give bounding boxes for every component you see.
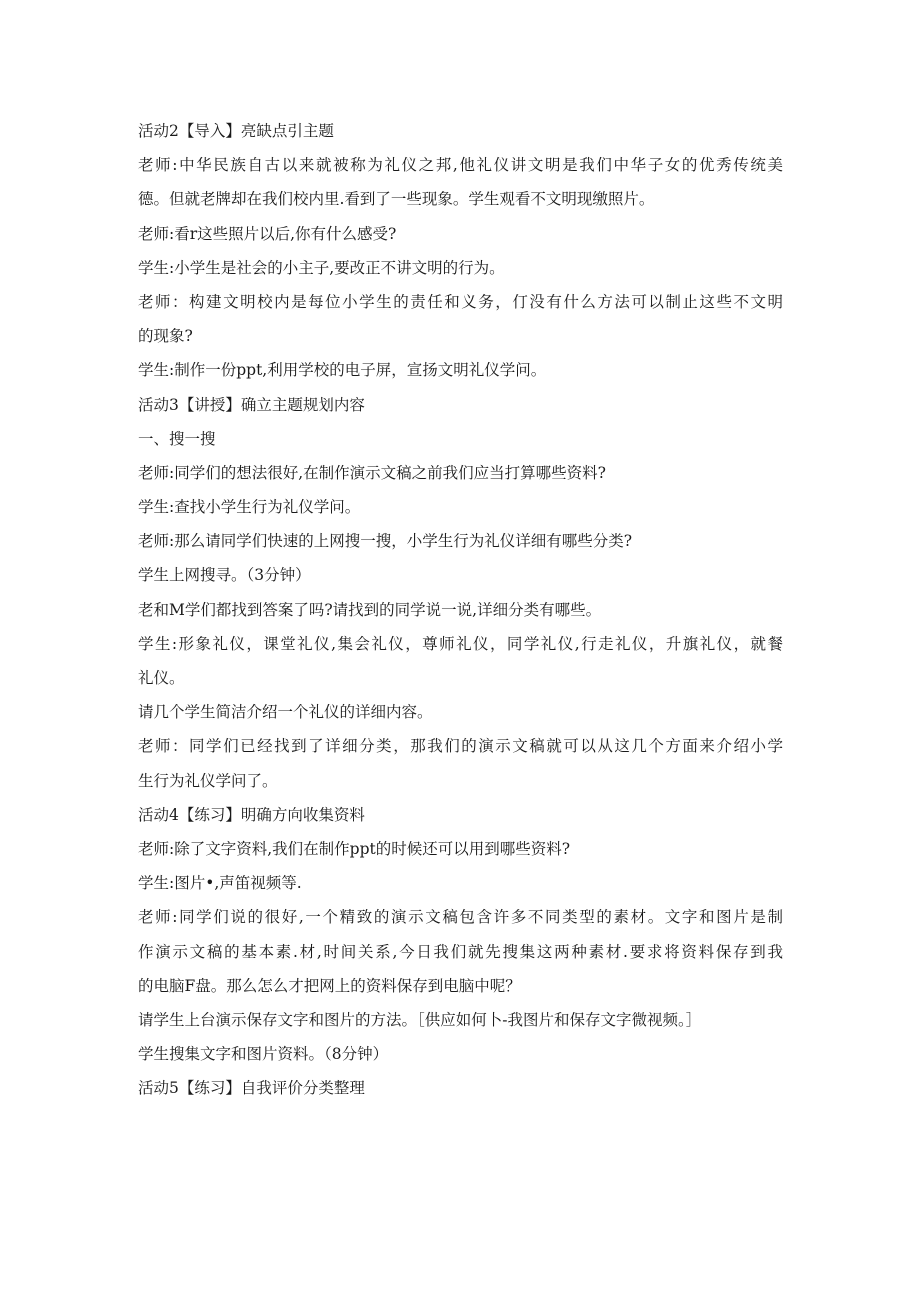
text-line: 活动3【讲授】确立主题规划内容 xyxy=(138,395,365,414)
text-line: 老和M学们都找到答案了吗?请找到的同学说一说,详细分类有哪些。 xyxy=(138,600,602,619)
document-body xyxy=(138,114,788,1105)
text-line: 学生上网搜寻。（3分钟） xyxy=(138,566,311,585)
text-line: 老师:看r这些照片以后,你有什么感受? xyxy=(138,224,397,243)
text-line: 活动4【练习】明确方向收集资料 xyxy=(138,805,365,824)
text-line: 作演示文稿的基本素.材,时间关系,今日我们就先搜集这两种素材.要求将资料保存到我 xyxy=(138,942,783,961)
text-line: 请几个学生简洁介绍一个礼仪的详细内容。 xyxy=(138,703,433,722)
text-line: 学生:形象礼仪，课堂礼仪,集会礼仪，尊师礼仪，同学礼仪,行走礼仪，升旗礼仪，就餐 xyxy=(138,634,783,653)
text-line: 德。但就老牌却在我们校内里.看到了一些现象。学生观看不文明现缴照片。 xyxy=(138,190,655,209)
text-line: 学生:制作一份ppt,利用学校的电子屏，宣扬文明礼仪学问。 xyxy=(138,361,547,380)
text-line: 活动5【练习】自我评价分类整理 xyxy=(138,1079,365,1098)
text-line: 老师：同学们已经找到了详细分类，那我们的演示文稿就可以从这几个方面来介绍小学 xyxy=(138,737,783,756)
text-line: 老师:同学们的想法很好,在制作演示文稿之前我们应当打算哪些资料? xyxy=(138,463,606,482)
text-line: 老师：构建文明校内是每位小学生的责任和义务，仃没有什么方法可以制止这些不文明 xyxy=(138,292,783,311)
text-line: 生行为礼仪学问了。 xyxy=(138,771,278,790)
text-line: 活动2【导入】亮缺点引主题 xyxy=(138,122,334,140)
text-line: 老师:那么请同学们快速的上网搜一搜，小学生行为礼仪详细有哪些分类? xyxy=(138,532,633,551)
text-line: 老师:同学们说的很好,一个精致的演示文稿包含许多不同类型的素材。文字和图片是制 xyxy=(138,908,783,927)
text-line: 学生搜集文字和图片资料。（8分钟） xyxy=(138,1045,389,1064)
text-line: 学生:查找小学生行为礼仪学问。 xyxy=(138,498,361,517)
text-line: 礼仪。 xyxy=(138,669,185,687)
text-line: 的现象? xyxy=(138,327,193,346)
text-line: 的电脑F盘。那么怎么才把网上的资料保存到电脑中呢？ xyxy=(138,976,521,995)
text-line: 学生:图片•,声笛视频等. xyxy=(138,874,302,893)
text-line: 请学生上台演示保存文字和图片的方法。［供应如何卜-我图片和保存文字微视频。］ xyxy=(138,1010,702,1029)
text-line: 老师:除了文字资料,我们在制作ppt的时候还可以用到哪些资料? xyxy=(138,839,571,858)
text-line: 一、搜一搜 xyxy=(138,429,216,448)
text-line: 老师:中华民族自古以来就被称为礼仪之邦,他礼仪讲文明是我们中华子女的优秀传统美 xyxy=(138,156,783,175)
text-line: 学生:小学生是社会的小主子,要改正不讲文明的行为。 xyxy=(138,258,505,277)
